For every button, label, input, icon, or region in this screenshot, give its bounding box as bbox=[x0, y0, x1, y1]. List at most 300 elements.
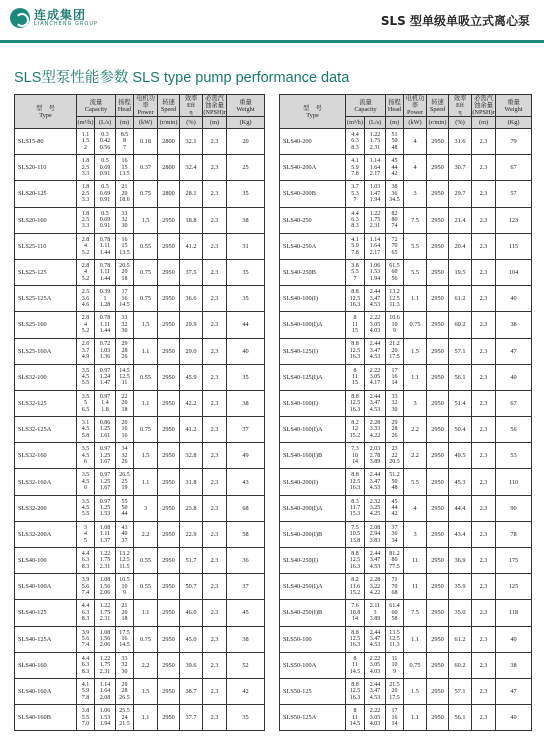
cell-head: 38 36 34.5 bbox=[386, 181, 404, 207]
table-row bbox=[15, 233, 265, 259]
cell-head: 17.5 16 14.5 bbox=[116, 626, 134, 652]
cell-head: 21 20 18 bbox=[116, 600, 134, 626]
cell-capacity-ls: 1.14 1.64 2.08 bbox=[95, 678, 116, 704]
cell-speed: 2950 bbox=[158, 233, 180, 259]
table-row bbox=[280, 233, 532, 259]
cell-weight: 56 bbox=[496, 417, 532, 443]
cell-eff: 20.4 bbox=[449, 233, 472, 259]
cell-weight: 20 bbox=[227, 129, 265, 155]
cell-capacity-ls: 2.03 2.78 3.89 bbox=[365, 443, 386, 469]
cell-capacity-m3h: 1.1 1.5 2 bbox=[77, 129, 95, 155]
cell-speed: 2950 bbox=[158, 417, 180, 443]
header-title: SLS 型单级单吸立式离心泵 bbox=[380, 14, 530, 28]
cell-capacity-ls: 2.44 3.47 4.53 bbox=[365, 390, 386, 416]
cell-power: 1.5 bbox=[404, 338, 427, 364]
cell-capacity-m3h: 8.8 12.5 16.3 bbox=[346, 548, 365, 574]
cell-npsh: 2.3 bbox=[472, 233, 496, 259]
col-eff-header: 效率 Eff η bbox=[449, 95, 472, 117]
cell-capacity-ls: 0.78 1.11 1.44 bbox=[95, 312, 116, 338]
cell-weight: 90 bbox=[496, 495, 532, 521]
cell-type: SLS20-160 bbox=[15, 207, 77, 233]
col-weight-unit: (Kg) bbox=[496, 117, 532, 129]
cell-head: 16 15 13.5 bbox=[116, 155, 134, 181]
cell-type: SLS40-160A bbox=[15, 678, 77, 704]
cell-eff: 45.0 bbox=[180, 626, 203, 652]
table-row bbox=[280, 652, 532, 678]
cell-eff: 46.0 bbox=[180, 600, 203, 626]
table-row bbox=[15, 312, 265, 338]
cell-speed: 2800 bbox=[158, 129, 180, 155]
table-row bbox=[15, 469, 265, 495]
cell-type: SLS20-125 bbox=[15, 181, 77, 207]
performance-table-right bbox=[279, 94, 532, 731]
cell-weight: 35 bbox=[227, 364, 265, 390]
cell-eff: 51.7 bbox=[180, 548, 203, 574]
cell-capacity-m3h: 8.8 12.5 16.3 bbox=[346, 338, 365, 364]
cell-speed: 2950 bbox=[427, 678, 449, 704]
cell-type: SLS25-160 bbox=[15, 312, 77, 338]
cell-power: 0.37 bbox=[134, 155, 158, 181]
cell-head: 37 36 34 bbox=[386, 521, 404, 547]
cell-capacity-m3h: 4.1 5.9 7.8 bbox=[346, 233, 365, 259]
col-npsh-header: 必需汽蚀余量 (NPSH)r bbox=[203, 95, 226, 116]
cell-weight: 40 bbox=[496, 364, 532, 390]
cell-npsh: 2.3 bbox=[203, 390, 227, 416]
table-row bbox=[15, 574, 265, 600]
col-speed-header: 转速 Speed bbox=[427, 95, 449, 117]
cell-capacity-m3h: 3.8 5.5 7.0 bbox=[77, 705, 95, 731]
cell-head: 29 28 26 bbox=[116, 338, 134, 364]
cell-eff: 49.5 bbox=[449, 443, 472, 469]
cell-weight: 125 bbox=[496, 574, 532, 600]
cell-capacity-m3h: 8 11 15 bbox=[346, 364, 365, 390]
cell-speed: 2950 bbox=[427, 705, 449, 731]
cell-head: 81.2 80 77.5 bbox=[386, 548, 404, 574]
cell-npsh: 2.3 bbox=[472, 338, 496, 364]
cell-capacity-ls: 2.22 3.05 4.03 bbox=[365, 312, 386, 338]
cell-eff: 61.2 bbox=[449, 286, 472, 312]
cell-power: 5.5 bbox=[404, 259, 427, 285]
cell-capacity-ls: 1.06 1.53 1.94 bbox=[365, 259, 386, 285]
cell-npsh: 2.3 bbox=[203, 678, 227, 704]
cell-weight: 38 bbox=[227, 390, 265, 416]
cell-type: SLS25-125A bbox=[15, 286, 77, 312]
cell-eff: 43.4 bbox=[449, 521, 472, 547]
table-row bbox=[280, 259, 532, 285]
cell-type: SLS50-100A bbox=[280, 652, 346, 678]
cell-type: SLS40-100A bbox=[15, 574, 77, 600]
cell-type: SLS40-160(I)A bbox=[280, 417, 346, 443]
cell-capacity-m3h: 4.4 6.3 8.3 bbox=[77, 548, 95, 574]
cell-capacity-m3h: 4.4 6.3 8.3 bbox=[346, 129, 365, 155]
cell-speed: 2950 bbox=[427, 443, 449, 469]
cell-eff: 19.5 bbox=[449, 259, 472, 285]
cell-eff: 32.1 bbox=[180, 129, 203, 155]
col-speed-header: 转速 Speed bbox=[158, 95, 180, 117]
cell-power: 1.5 bbox=[134, 443, 158, 469]
cell-power: 1.5 bbox=[134, 678, 158, 704]
cell-type: SLS32-125A bbox=[15, 417, 77, 443]
cell-speed: 2950 bbox=[158, 521, 180, 547]
cell-capacity-m3h: 7.6 10.8 14 bbox=[346, 600, 365, 626]
cell-capacity-m3h: 2.8 4 5.2 bbox=[77, 233, 95, 259]
cell-capacity-m3h: 8.3 11.7 15.3 bbox=[346, 495, 365, 521]
cell-head: 29 28 26.5 bbox=[116, 678, 134, 704]
cell-head: 10.6 10 9 bbox=[386, 312, 404, 338]
table-row bbox=[15, 155, 265, 181]
cell-npsh: 2.3 bbox=[203, 574, 227, 600]
cell-capacity-m3h: 3.9 5.6 7.4 bbox=[77, 626, 95, 652]
cell-eff: 50.7 bbox=[180, 574, 203, 600]
cell-speed: 2950 bbox=[427, 626, 449, 652]
cell-weight: 57 bbox=[496, 181, 532, 207]
cell-type: SLS40-125(I) bbox=[280, 338, 346, 364]
cell-type: SLS40-100(I) bbox=[280, 286, 346, 312]
cell-speed: 2950 bbox=[158, 364, 180, 390]
cell-npsh: 2.3 bbox=[472, 626, 496, 652]
col-eff-unit: (%) bbox=[449, 117, 472, 129]
cell-weight: 35 bbox=[227, 259, 265, 285]
cell-speed: 2950 bbox=[158, 286, 180, 312]
cell-npsh: 2.3 bbox=[203, 207, 227, 233]
col-capacity-header: 流量 Capacity bbox=[346, 95, 386, 117]
cell-type: SLS40-200A bbox=[280, 155, 346, 181]
cell-power: 2.2 bbox=[134, 521, 158, 547]
cell-type: SLS40-250 bbox=[280, 207, 346, 233]
cell-capacity-m3h: 3.1 4.5 5.8 bbox=[77, 417, 95, 443]
cell-power: 2.2 bbox=[404, 443, 427, 469]
cell-capacity-ls: 0.5 0.69 0.91 bbox=[95, 207, 116, 233]
cell-speed: 2950 bbox=[158, 443, 180, 469]
cell-type: SLS40-250A bbox=[280, 233, 346, 259]
cell-npsh: 2.3 bbox=[203, 181, 227, 207]
cell-speed: 2950 bbox=[427, 417, 449, 443]
cell-type: SLS25-125 bbox=[15, 259, 77, 285]
cell-head: 13.2 12.5 11.5 bbox=[116, 548, 134, 574]
cell-capacity-ls: 0.72 1.03 1.36 bbox=[95, 338, 116, 364]
table-row bbox=[15, 495, 265, 521]
cell-capacity-ls: 2.28 3.22 4.22 bbox=[365, 574, 386, 600]
cell-eff: 37.5 bbox=[180, 259, 203, 285]
cell-head: 61.4 60 58 bbox=[386, 600, 404, 626]
cell-capacity-m3h: 4.1 5.9 7.8 bbox=[77, 678, 95, 704]
cell-eff: 39.6 bbox=[180, 652, 203, 678]
cell-capacity-m3h: 1.8 2.5 3.3 bbox=[77, 207, 95, 233]
cell-head: 25.5 24 21.5 bbox=[116, 705, 134, 731]
cell-npsh: 2.3 bbox=[203, 600, 227, 626]
cell-weight: 40 bbox=[496, 286, 532, 312]
cell-power: 0.55 bbox=[134, 574, 158, 600]
cell-capacity-m3h: 7.3 10 14 bbox=[346, 443, 365, 469]
cell-type: SLS40-125A bbox=[15, 626, 77, 652]
table-row bbox=[280, 312, 532, 338]
cell-capacity-ls: 2.32 3.25 4.25 bbox=[365, 495, 386, 521]
table-row bbox=[280, 364, 532, 390]
cell-type: SLS32-160A bbox=[15, 469, 77, 495]
cell-speed: 2950 bbox=[158, 312, 180, 338]
cell-eff: 51.4 bbox=[449, 390, 472, 416]
cell-speed: 2950 bbox=[158, 548, 180, 574]
cell-eff: 35.9 bbox=[449, 574, 472, 600]
cell-weight: 40 bbox=[496, 626, 532, 652]
col-type-header: 型 号 Type bbox=[15, 95, 77, 129]
cell-npsh: 2.3 bbox=[203, 417, 227, 443]
cell-power: 0.75 bbox=[134, 181, 158, 207]
cell-capacity-m3h: 2.5 3.6 4.6 bbox=[77, 286, 95, 312]
cell-capacity-m3h: 8.2 12 15.2 bbox=[346, 417, 365, 443]
cell-weight: 40 bbox=[227, 338, 265, 364]
cell-speed: 2950 bbox=[427, 364, 449, 390]
cell-eff: 18.8 bbox=[180, 207, 203, 233]
cell-capacity-ls: 1.22 1.75 2.31 bbox=[95, 548, 116, 574]
cell-eff: 57.1 bbox=[449, 338, 472, 364]
cell-capacity-ls: 0.97 1.25 1.67 bbox=[95, 469, 116, 495]
cell-head: 13.2 12.5 11.3 bbox=[386, 286, 404, 312]
col-weight-header: 重量 Weight bbox=[227, 95, 265, 117]
cell-power: 2.2 bbox=[404, 417, 427, 443]
cell-capacity-m3h: 3.5 5 6.5 bbox=[77, 390, 95, 416]
cell-weight: 35 bbox=[227, 705, 265, 731]
cell-speed: 2950 bbox=[158, 338, 180, 364]
col-power-header: 电机功率 Power bbox=[404, 95, 427, 117]
cell-speed: 2950 bbox=[158, 207, 180, 233]
cell-type: SLS40-100 bbox=[15, 548, 77, 574]
cell-capacity-ls: 1.22 1.75 2.31 bbox=[95, 652, 116, 678]
cell-capacity-m3h: 4.1 5.9 7.8 bbox=[346, 155, 365, 181]
cell-capacity-m3h: 3.7 5.3 7 bbox=[346, 181, 365, 207]
cell-npsh: 2.3 bbox=[203, 469, 227, 495]
cell-capacity-ls: 2.22 3.05 4.17 bbox=[365, 364, 386, 390]
cell-type: SLS32-100 bbox=[15, 364, 77, 390]
cell-capacity-m3h: 8.8 12.5 16.3 bbox=[346, 678, 365, 704]
table-row bbox=[280, 417, 532, 443]
cell-power: 5.5 bbox=[404, 469, 427, 495]
cell-capacity-m3h: 4.4 6.3 8.3 bbox=[77, 600, 95, 626]
cell-capacity-ls: 0.86 1.25 1.61 bbox=[95, 417, 116, 443]
cell-eff: 29.7 bbox=[449, 181, 472, 207]
cell-weight: 25 bbox=[227, 155, 265, 181]
cell-speed: 2950 bbox=[427, 259, 449, 285]
cell-weight: 68 bbox=[227, 495, 265, 521]
cell-type: SLS40-200(I)B bbox=[280, 521, 346, 547]
cell-speed: 2950 bbox=[427, 312, 449, 338]
cell-eff: 32.8 bbox=[180, 443, 203, 469]
cell-head: 61.5 60 56 bbox=[386, 259, 404, 285]
cell-eff: 30.7 bbox=[449, 155, 472, 181]
cell-eff: 44.4 bbox=[449, 495, 472, 521]
table-row bbox=[15, 521, 265, 547]
cell-weight: 67 bbox=[496, 155, 532, 181]
cell-head: 71 70 68 bbox=[386, 574, 404, 600]
cell-type: SLS32-160 bbox=[15, 443, 77, 469]
cell-capacity-m3h: 3.5 4.5 6 bbox=[77, 469, 95, 495]
cell-eff: 42.2 bbox=[180, 390, 203, 416]
cell-type: SLS40-250(I)A bbox=[280, 574, 346, 600]
cell-eff: 32.4 bbox=[180, 155, 203, 181]
cell-head: 21.2 20 17.5 bbox=[386, 338, 404, 364]
cell-speed: 2950 bbox=[427, 181, 449, 207]
cell-type: SLS15-80 bbox=[15, 129, 77, 155]
cell-capacity-ls: 2.44 3.47 4.53 bbox=[365, 626, 386, 652]
table-row bbox=[15, 678, 265, 704]
cell-capacity-ls: 0.97 1.25 1.67 bbox=[95, 443, 116, 469]
cell-weight: 45 bbox=[227, 600, 265, 626]
cell-npsh: 2.3 bbox=[203, 129, 227, 155]
cell-capacity-ls: 2.28 3.33 4.22 bbox=[365, 417, 386, 443]
cell-weight: 42 bbox=[227, 678, 265, 704]
cell-head: 17 16 14 bbox=[386, 705, 404, 731]
cell-npsh: 2.3 bbox=[472, 207, 496, 233]
cell-power: 3 bbox=[404, 181, 427, 207]
table-row bbox=[15, 364, 265, 390]
cell-capacity-m3h: 8.8 12.5 16.3 bbox=[346, 469, 365, 495]
cell-npsh: 2.3 bbox=[472, 129, 496, 155]
cell-weight: 104 bbox=[496, 259, 532, 285]
cell-type: SLS40-160(I) bbox=[280, 390, 346, 416]
brand-name-cn: 连成集团 bbox=[34, 7, 87, 22]
cell-capacity-ls: 1.06 1.53 1.94 bbox=[95, 705, 116, 731]
cell-capacity-ls: 0.3 0.42 0.56 bbox=[95, 129, 116, 155]
cell-speed: 2950 bbox=[158, 705, 180, 731]
table-row bbox=[280, 390, 532, 416]
cell-npsh: 2.3 bbox=[472, 574, 496, 600]
cell-npsh: 2.3 bbox=[472, 181, 496, 207]
cell-capacity-m3h: 4.4 6.3 8.3 bbox=[77, 652, 95, 678]
col-capacity-unit-ls: (L/s) bbox=[365, 117, 386, 129]
cell-capacity-ls: 0.78 1.11 1.44 bbox=[95, 233, 116, 259]
cell-type: SLS50-100 bbox=[280, 626, 346, 652]
cell-capacity-m3h: 8 11 15 bbox=[346, 312, 365, 338]
cell-capacity-ls: 1.08 1.11 1.37 bbox=[95, 521, 116, 547]
cell-head: 26.5 25 19 bbox=[116, 469, 134, 495]
col-head-unit: (m) bbox=[116, 117, 134, 129]
cell-head: 20.5 20 18 bbox=[116, 259, 134, 285]
cell-type: SLS40-250(I) bbox=[280, 548, 346, 574]
table-row bbox=[280, 574, 532, 600]
col-power-header: 电机功率 Power bbox=[134, 95, 158, 117]
cell-speed: 2950 bbox=[427, 233, 449, 259]
cell-capacity-ls: 2.44 3.47 4.53 bbox=[365, 286, 386, 312]
cell-weight: 37 bbox=[227, 574, 265, 600]
cell-power: 1.1 bbox=[404, 626, 427, 652]
col-npsh-header: 必需汽蚀余量 (NPSH)r bbox=[472, 95, 495, 116]
cell-power: 3 bbox=[134, 495, 158, 521]
cell-head: 17 16 14.5 bbox=[116, 286, 134, 312]
cell-npsh: 2.3 bbox=[203, 495, 227, 521]
cell-eff: 37.7 bbox=[180, 705, 203, 731]
cell-power: 3 bbox=[404, 521, 427, 547]
cell-speed: 2950 bbox=[427, 600, 449, 626]
cell-capacity-ls: 1.08 1.56 2.06 bbox=[95, 626, 116, 652]
table-row bbox=[15, 600, 265, 626]
cell-power: 0.55 bbox=[134, 233, 158, 259]
cell-capacity-ls: 1.22 1.75 2.31 bbox=[365, 129, 386, 155]
cell-capacity-m3h: 8.2 11.6 15.2 bbox=[346, 574, 365, 600]
cell-capacity-ls: 2.44 3.47 4.53 bbox=[365, 678, 386, 704]
cell-eff: 57.1 bbox=[449, 678, 472, 704]
cell-npsh: 2.3 bbox=[203, 705, 227, 731]
cell-eff: 35.0 bbox=[449, 600, 472, 626]
table-row bbox=[280, 443, 532, 469]
col-power-unit: (kW) bbox=[404, 117, 427, 129]
cell-weight: 52 bbox=[227, 652, 265, 678]
cell-capacity-ls: 0.97 1.4 1.8 bbox=[95, 390, 116, 416]
cell-capacity-m3h: 8 11 14.5 bbox=[346, 705, 365, 731]
cell-type: SLS32-200A bbox=[15, 521, 77, 547]
cell-npsh: 2.3 bbox=[472, 678, 496, 704]
cell-power: 11 bbox=[404, 574, 427, 600]
cell-npsh: 2.3 bbox=[472, 364, 496, 390]
col-capacity-unit-ls: (L/s) bbox=[95, 117, 116, 129]
table-row bbox=[280, 600, 532, 626]
cell-capacity-m3h: 3.5 4.5 6 bbox=[77, 443, 95, 469]
table-row bbox=[280, 181, 532, 207]
cell-power: 1.5 bbox=[404, 678, 427, 704]
table-row bbox=[15, 417, 265, 443]
table-row bbox=[280, 129, 532, 155]
cell-head: 51 50 48 bbox=[386, 129, 404, 155]
cell-capacity-m3h: 4.4 6.3 8.3 bbox=[346, 207, 365, 233]
cell-weight: 38 bbox=[496, 652, 532, 678]
cell-npsh: 2.3 bbox=[203, 259, 227, 285]
cell-type: SLS40-200(I)A bbox=[280, 495, 346, 521]
cell-power: 0.55 bbox=[134, 548, 158, 574]
cell-capacity-m3h: 2.6 3.7 4.9 bbox=[77, 338, 95, 364]
cell-eff: 50.4 bbox=[449, 417, 472, 443]
table-row bbox=[15, 443, 265, 469]
cell-weight: 175 bbox=[496, 548, 532, 574]
cell-capacity-ls: 0.39 1 1.28 bbox=[95, 286, 116, 312]
table-row bbox=[280, 155, 532, 181]
cell-speed: 2950 bbox=[158, 678, 180, 704]
cell-head: 20 16 16 bbox=[116, 417, 134, 443]
cell-speed: 2950 bbox=[427, 207, 449, 233]
cell-capacity-m3h: 3.9 5.6 7.4 bbox=[77, 574, 95, 600]
cell-power: 4 bbox=[404, 129, 427, 155]
cell-capacity-ls: 2.44 3.47 4.53 bbox=[365, 338, 386, 364]
cell-weight: 115 bbox=[496, 233, 532, 259]
cell-npsh: 2.3 bbox=[203, 364, 227, 390]
cell-type: SLS40-160(I)B bbox=[280, 443, 346, 469]
cell-capacity-m3h: 3 4 5 bbox=[77, 521, 95, 547]
cell-weight: 40 bbox=[496, 705, 532, 731]
cell-eff: 38.7 bbox=[180, 678, 203, 704]
cell-power: 4 bbox=[404, 155, 427, 181]
cell-capacity-ls: 2.44 3.47 4.53 bbox=[365, 469, 386, 495]
cell-type: SLS40-160B bbox=[15, 705, 77, 731]
table-row bbox=[15, 286, 265, 312]
cell-eff: 31.6 bbox=[449, 129, 472, 155]
col-weight-header: 重量 Weight bbox=[496, 95, 532, 117]
cell-power: 1.1 bbox=[134, 338, 158, 364]
table-row bbox=[280, 207, 532, 233]
cell-capacity-ls: 0.78 1.11 1.44 bbox=[95, 259, 116, 285]
cell-weight: 38 bbox=[227, 207, 265, 233]
cell-eff: 36.6 bbox=[180, 286, 203, 312]
cell-type: SLS40-100(I)A bbox=[280, 312, 346, 338]
cell-npsh: 2.3 bbox=[472, 548, 496, 574]
cell-weight: 37 bbox=[227, 417, 265, 443]
cell-power: 1.5 bbox=[134, 312, 158, 338]
cell-type: SLS25-110 bbox=[15, 233, 77, 259]
cell-capacity-m3h: 1.8 2.5 3.3 bbox=[77, 181, 95, 207]
cell-power: 7.5 bbox=[404, 600, 427, 626]
cell-weight: 53 bbox=[496, 443, 532, 469]
cell-eff: 21.4 bbox=[449, 207, 472, 233]
cell-head: 16 15 13.5 bbox=[116, 233, 134, 259]
cell-head: 45 44 42 bbox=[386, 495, 404, 521]
col-capacity-unit-m3h: (m³/h) bbox=[346, 117, 365, 129]
